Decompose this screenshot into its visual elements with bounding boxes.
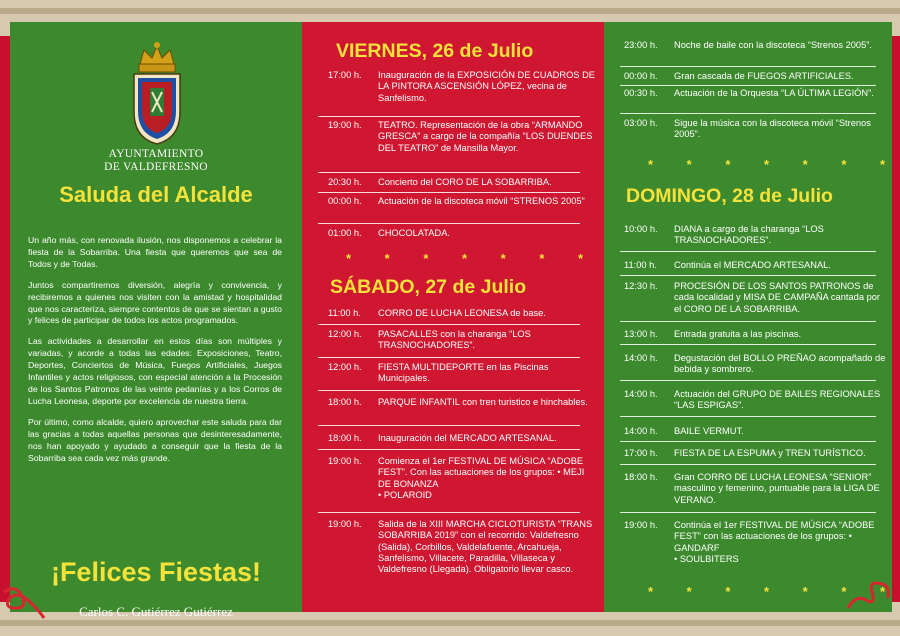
event-time: 01:00 h. [328,228,362,238]
event-description: BAILE VERMUT. [674,426,744,436]
divider [620,251,876,252]
event-description: PROCESIÓN DE LOS SANTOS PATRONOS de cada localidad y MISA DE CAMPAÑA cantada por el CORO DE LA SOBARRIBA. [674,281,881,314]
divider [620,113,876,114]
event-description: PARQUE INFANTIL con tren turistico e hinchables. [378,397,588,407]
event-description: TEATRO. Representación de la obra “ARMANDO GRESCA” a cargo de la compañía “LOS DUENDES DEL TEATRO” de Mansilla Mayor. [378,120,593,153]
event-description: Sigue la música con la discoteca móvil “Strenos 2005”. [674,118,871,140]
letter-paragraph: Juntos compartiremos diversión, alegría y convivencia, y recibiremos a quienes nos visiten con la amistad y hospitalidad que nos caracteriza, siempre contentos de que se sientan a gusto y felices de participar de todos los actos programados. [28,279,282,326]
event-time: 11:00 h. [328,308,361,318]
event-description: PASACALLES con la charanga “LOS TRASNOCHADORES”. [378,329,531,351]
event-time: 12:00 h. [328,362,362,372]
mayor-signature: Carlos C. Gutiérrez Gutiérrez [79,604,233,619]
divider [318,192,580,193]
divider [318,324,580,325]
star-separator: * * * * * * * [648,584,900,599]
event-description: Degustación del BOLLO PREÑAO acompañado de bebida y sombrero. [674,353,886,375]
closing-greeting: ¡Felices Fiestas! [50,557,262,587]
event-description: Continúa el MERCADO ARTESANAL. [674,260,831,270]
greeting-title: Saluda del Alcalde [59,182,253,207]
divider [620,344,876,345]
event-description: Continúa el 1er FESTIVAL DE MÚSICA “ADOBE FEST” con las actuaciones de los grupos: • GANDARF • SOULBITERS [674,520,875,564]
event-time: 23:00 h. [624,40,658,50]
saturday-night-sunday-panel [604,22,900,612]
event-time: 18:00 h. [328,397,362,407]
divider [318,390,580,391]
divider [318,172,580,173]
event-description: FIESTA DE LA ESPUMA y TREN TURÍSTICO. [674,448,866,458]
org-name-line2: DE VALDEFRESNO [104,161,208,173]
divider [318,116,580,117]
divider [620,85,876,86]
event-description: Inauguración de la EXPOSICIÓN DE CUADROS DE LA PINTORA ASCENSIÓN LÓPEZ, vecina de Sanfelismo. [378,70,596,103]
saturday-title: SÁBADO, 27 de Julio [330,276,527,298]
event-time: 14:00 h. [624,353,658,363]
friday-saturday-panel [302,22,604,612]
event-description: CORRO DE LUCHA LEONESA de base. [378,308,546,318]
divider [620,441,876,442]
divider [620,416,876,417]
divider [620,66,876,67]
divider [318,512,580,513]
sunday-title: DOMINGO, 28 de Julio [626,185,833,207]
letter-paragraph: Un año más, con renovada ilusión, nos disponemos a celebrar la fiesta de la Sobarriba. Una fiesta que queremos que sea de Todos y de Todas. [28,235,282,269]
divider [318,449,580,450]
event-time: 12:30 h. [624,281,658,291]
event-time: 00:00 h. [624,71,658,81]
star-separator: * * * * * * * [346,251,599,266]
letter-paragraph: Las actividades a desarrollar en estos días son múltiples y variadas, y acorde a todas las edades: Exposiciones, Teatro, Deportes, Conciertos de Música, Fuegos Artificiales, Juegos Infantiles y actos religiosos, con especial atención a la Procesión de los Santos Patronos de las veinte pedanías y a los Corros de Lucha Leonesa, deporte por excelencia de nuestra tierra. [28,336,282,406]
event-time: 18:00 h. [624,472,658,482]
divider [620,321,876,322]
letter-paragraph: Por último, como alcalde, quiero aprovechar este saluda para dar las gracias a todas aquellas personas que desinteresadamente, nos han apoyado y ayudado a conseguir que la fiesta de la Sobarriba sea cada vez más grande. [28,416,282,463]
event-description: Entrada gratuita a las piscinas. [674,329,802,339]
event-time: 19:00 h. [328,456,362,466]
divider [318,223,580,224]
event-time: 11:00 h. [624,260,657,270]
event-time: 13:00 h. [624,329,658,339]
event-time: 17:00 h. [624,448,658,458]
event-time: 18:00 h. [328,433,362,443]
event-description: Gran CORRO DE LUCHA LEONESA “SENIOR” masculino y femenino, puntuable para la LIGA DE VERANO. [674,472,880,505]
event-time: 12:00 h. [328,329,362,339]
event-time: 03:00 h. [624,118,658,128]
divider [620,380,876,381]
star-separator: * * * * * * * [648,157,900,172]
divider [620,512,876,513]
event-time: 14:00 h. [624,389,658,399]
top-border-stripe [0,8,900,14]
event-description: Salida de la XIII MARCHA CICLOTURISTA “TRANS SOBARRIBA 2019” con el recorrido: Valdefresno (Salida), Corbillos, Valdelafuente, Arcahueja, Sanfelismo, Villacete, Paradilla, Villaseca y Valdefresno (Llegada). Obligatorio llevar casco. [378,519,593,575]
bottom-border-stripe [0,620,900,626]
event-time: 19:00 h. [328,519,362,529]
org-name-line1: AYUNTAMIENTO [108,148,204,160]
divider [318,357,580,358]
event-time: 19:00 h. [328,120,362,130]
event-description: Noche de baile con la discoteca “Strenos 2005”. [674,40,872,50]
ribbon-decoration-icon [844,574,892,612]
event-time: 00:30 h. [624,88,658,98]
event-description: Gran cascada de FUEGOS ARTIFICIALES. [674,71,854,81]
divider [318,425,580,426]
divider [620,464,876,465]
event-time: 17:00 h. [328,70,362,80]
event-description: FIESTA MULTIDEPORTE en las Piscinas Municipales. [378,362,549,384]
event-description: CHOCOLATADA. [378,228,450,238]
event-description: Inauguración del MERCADO ARTESANAL. [378,433,557,443]
friday-title: VIERNES, 26 de Julio [336,40,534,62]
greeting-letter [28,235,282,473]
event-description: Concierto del CORO DE LA SOBARRIBA. [378,177,552,187]
event-description: Comienza el 1er FESTIVAL DE MÚSICA “ADOBE FEST”. Con las actuaciones de los grupos: • MEJI DE BONANZA • POLAROID [378,456,585,500]
event-time: 20:30 h. [328,177,362,187]
ribbon-decoration-icon [2,582,46,622]
event-description: Actuación de la Orquesta “LA ÚLTIMA LEGIÓN”. [674,88,874,98]
divider [620,275,876,276]
event-time: 14:00 h. [624,426,658,436]
event-description: DIANA a cargo de la charanga “LOS TRASNOCHADORES”. [674,224,824,246]
event-description: Actuación de la discoteca móvil “STRENOS 2005” [378,196,585,206]
event-description: Actuación del GRUPO DE BAILES REGIONALES “LAS ESPIGAS”. [674,389,881,411]
event-time: 19:00 h. [624,520,658,530]
coat-of-arms-icon [128,42,186,146]
event-time: 00:00 h. [328,196,362,206]
event-time: 10:00 h. [624,224,658,234]
mayor-greeting-panel [10,22,302,619]
